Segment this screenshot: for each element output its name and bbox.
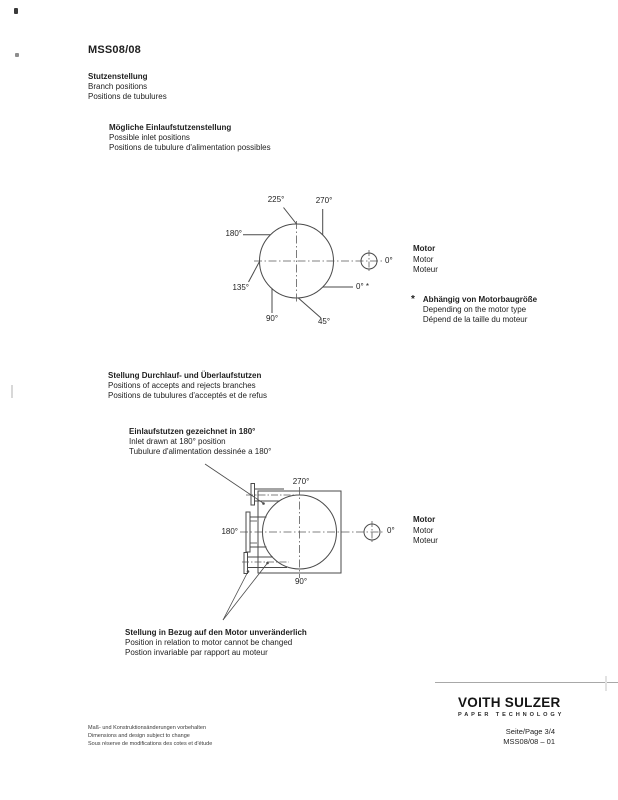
motor-fr-1: Moteur	[413, 265, 438, 274]
inlet-note-en: Inlet drawn at 180° position	[129, 437, 226, 446]
inlet-positions-en: Possible inlet positions	[109, 133, 190, 142]
angle-label-135: 135°	[232, 283, 249, 292]
doc-reference: MSS08/08 – 01	[503, 737, 555, 746]
fixed-note-fr: Postion invariable par rapport au moteur	[125, 648, 268, 657]
bottom-branch-flange	[244, 553, 248, 574]
scan-artifact-4	[605, 676, 607, 691]
branch-positions-fr: Positions de tubulures	[88, 92, 167, 101]
accepts-rejects-fr: Positions de tubulures d'acceptés et de refus	[108, 391, 267, 400]
fixed-note-leader-tip-2	[266, 562, 269, 565]
motor-de-2: Motor	[413, 515, 436, 524]
angle-label-90: 90°	[265, 314, 279, 323]
angle-label-270: 270°	[315, 196, 333, 205]
disclaimer-fr: Sous réserve de modifications des cotes et d'étude	[88, 740, 213, 747]
motor-label-block-2	[413, 515, 438, 547]
brand-block	[458, 695, 564, 718]
inlet-note-block	[129, 427, 271, 457]
footnote-marker: *	[411, 294, 415, 305]
inlet-positions-heading	[109, 123, 271, 153]
footnote-fr: Dépend de la taille du moteur	[422, 315, 528, 324]
branch-positions-en: Branch positions	[88, 82, 148, 91]
disclaimer-de: Maß- und Konstruktionsänderungen vorbehalten	[88, 725, 207, 731]
footnote-de: Abhängig von Motorbaugröße	[422, 295, 538, 304]
motor2-angle-label-0: 0°	[387, 526, 395, 535]
inlet-note-leader-tip	[262, 502, 265, 505]
angle-label-45: 45°	[317, 317, 331, 326]
motor-label-block-1	[413, 244, 438, 276]
disclaimer-en: Dimensions and design subject to change	[88, 732, 190, 739]
inlet-positions-diagram	[243, 208, 382, 319]
footnote-en: Depending on the motor type	[422, 305, 527, 314]
footer-disclaimer	[88, 725, 212, 748]
leader-225	[284, 208, 297, 225]
fixed-note-en: Position in relation to motor cannot be changed	[125, 638, 293, 647]
doc-number: MSS08/08	[88, 44, 141, 56]
motor-footnote	[411, 295, 537, 325]
fixed-note-leader-1	[223, 572, 248, 621]
angle2-label-270: 270°	[292, 477, 310, 486]
inlet-positions-fr: Positions de tubulure d'alimentation possibles	[109, 143, 271, 152]
brand-logo-text: VOITH SULZER	[458, 695, 561, 710]
leader-45	[298, 298, 321, 318]
brand-logo-subtext: PAPER TECHNOLOGY	[458, 712, 565, 718]
fixed-note-leader-2	[223, 563, 268, 620]
accepts-rejects-de: Stellung Durchlauf- und Überlaufstutzen	[108, 371, 262, 380]
angle-label-180: 180°	[225, 229, 242, 238]
scan-artifact-3	[11, 385, 13, 398]
fixed-note-de: Stellung in Bezug auf den Motor unveränderlich	[125, 628, 307, 637]
top-branch-flange	[251, 484, 255, 506]
footnote-text	[423, 295, 537, 325]
angle-label-0-star: 0° *	[356, 282, 369, 291]
inlet-note-de: Einlaufstutzen gezeichnet in 180°	[129, 427, 256, 436]
page-info	[503, 727, 555, 747]
scan-artifact-1	[14, 8, 18, 14]
accepts-rejects-heading	[108, 371, 267, 401]
motor-en-2: Motor	[413, 525, 434, 535]
fixed-note-leader-tip-1	[247, 570, 250, 573]
accepts-rejects-en: Positions of accepts and rejects branches	[108, 381, 256, 390]
angle2-label-180: 180°	[221, 527, 238, 536]
motor-de-1: Motor	[413, 244, 436, 253]
angle-label-225: 225°	[267, 195, 285, 204]
footer-rule	[435, 682, 618, 683]
inlet-note-fr: Tubulure d'alimentation dessinée a 180°	[129, 447, 272, 456]
inlet-positions-de: Mögliche Einlaufstutzenstellung	[109, 123, 232, 132]
motor-en-1: Motor	[413, 254, 434, 264]
branch-positions-de: Stutzenstellung	[88, 72, 148, 81]
branch-positions-diagram	[205, 464, 385, 620]
motor-angle-label-0: 0°	[385, 256, 393, 265]
motor-fr-2: Moteur	[413, 536, 438, 545]
leader-135	[249, 262, 260, 283]
page-number: Seite/Page 3/4	[505, 727, 555, 736]
scan-artifact-2	[15, 53, 19, 57]
fixed-position-note	[125, 628, 307, 658]
angle2-label-90: 90°	[294, 577, 308, 586]
branch-positions-heading	[88, 72, 167, 102]
